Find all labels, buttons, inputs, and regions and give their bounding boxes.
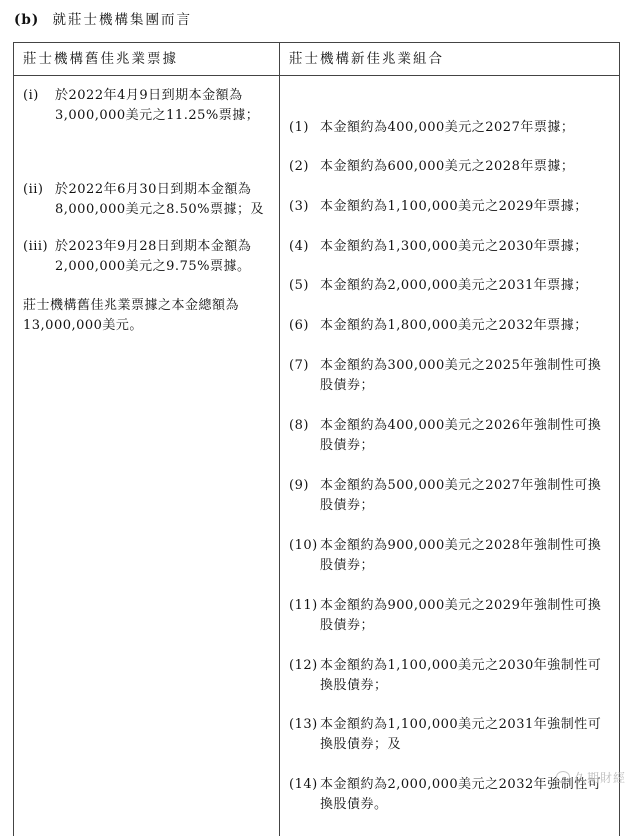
- item-text: 本金額約為1,300,000美元之2030年票據；: [320, 239, 588, 254]
- list-item: [289, 596, 611, 635]
- right-column-header: 莊士機構新佳兆業組合: [289, 51, 444, 67]
- item-text: 於2022年6月30日到期本金額為8,000,000美元之8.50%票據；及: [55, 182, 264, 217]
- item-number: (1): [289, 120, 309, 135]
- notes-table: [13, 42, 620, 836]
- section-label: (b): [14, 12, 40, 28]
- item-number: (8): [289, 418, 309, 433]
- left-column: [14, 76, 280, 836]
- item-text: 本金額約為1,100,000美元之2031年強制性可換股債券；及: [320, 717, 602, 752]
- item-number: (10): [289, 538, 318, 553]
- item-number: (2): [289, 159, 309, 174]
- item-number: (12): [289, 658, 318, 673]
- list-item: [289, 476, 611, 515]
- item-text: 本金額約為400,000美元之2027年票據；: [320, 120, 575, 135]
- weibo-logo-icon: [556, 771, 570, 783]
- list-item: [289, 276, 611, 296]
- item-text: 本金額約為1,100,000美元之2029年票據；: [320, 199, 588, 214]
- item-text: 本金額約為2,000,000美元之2031年票據；: [320, 278, 588, 293]
- item-text: 本金額約為2,000,000美元之2032年強制性可換股債券。: [320, 777, 602, 812]
- list-item: [23, 237, 273, 276]
- item-text: 於2023年9月28日到期本金額為2,000,000美元之9.75%票據。: [55, 239, 252, 274]
- list-item: [289, 536, 611, 575]
- list-item: [289, 416, 611, 455]
- watermark-text: 久期財經: [573, 771, 626, 785]
- item-text: 本金額約為900,000美元之2028年強制性可換股債券；: [320, 538, 602, 573]
- list-item: [23, 180, 273, 219]
- right-column: [280, 76, 619, 836]
- list-item: [289, 656, 611, 695]
- item-text: 本金額約為400,000美元之2026年強制性可換股債券；: [320, 418, 602, 453]
- item-number: (4): [289, 239, 309, 254]
- total-paragraph: [23, 296, 273, 335]
- item-text: 本金額約為600,000美元之2028年票據；: [320, 159, 575, 174]
- list-item: [289, 197, 611, 217]
- item-number: (i): [23, 88, 39, 103]
- item-number: (iii): [23, 239, 49, 254]
- item-number: (6): [289, 318, 309, 333]
- list-item: [289, 237, 611, 257]
- item-text: 本金額約為300,000美元之2025年強制性可換股債券；: [320, 358, 602, 393]
- item-number: (3): [289, 199, 309, 214]
- item-text: 本金額約為500,000美元之2027年強制性可換股債券；: [320, 478, 602, 513]
- section-heading: [14, 8, 192, 28]
- left-column-header: 莊士機構舊佳兆業票據: [14, 43, 280, 75]
- list-item: [289, 316, 611, 336]
- list-item: [289, 715, 611, 754]
- list-item: [23, 86, 273, 125]
- list-item: [289, 356, 611, 395]
- table-body-row: [14, 76, 619, 836]
- item-number: (ii): [23, 182, 44, 197]
- item-number: (7): [289, 358, 309, 373]
- section-title: 就莊士機構集團而言: [52, 12, 193, 28]
- table-header-row: [14, 43, 619, 76]
- item-text: 本金額約為900,000美元之2029年強制性可換股債券；: [320, 598, 602, 633]
- item-number: (9): [289, 478, 309, 493]
- list-item: [289, 157, 611, 177]
- total-text: 莊士機構舊佳兆業票據之本金總額為13,000,000美元。: [23, 298, 240, 333]
- item-text: 本金額約為1,100,000美元之2030年強制性可換股債券；: [320, 658, 602, 693]
- item-number: (13): [289, 717, 318, 732]
- item-number: (11): [289, 598, 318, 613]
- item-number: (14): [289, 777, 318, 792]
- item-text: 於2022年4月9日到期本金額為3,000,000美元之11.25%票據；: [55, 88, 260, 123]
- item-text: 本金額約為1,800,000美元之2032年票據；: [320, 318, 588, 333]
- watermark: [556, 769, 626, 786]
- item-number: (5): [289, 278, 309, 293]
- list-item: [289, 118, 611, 138]
